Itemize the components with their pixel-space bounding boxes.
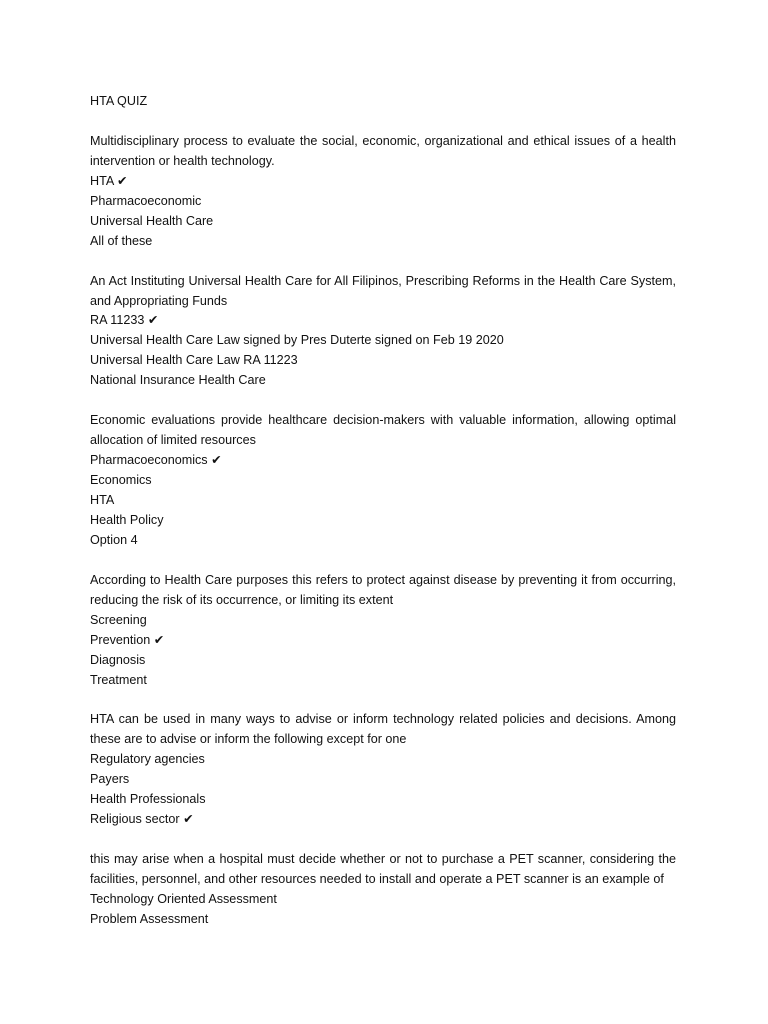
- answer-option: All of these: [90, 233, 153, 248]
- answer-option: Universal Health Care Law signed by Pres Duterte signed on Feb 19 2020: [90, 333, 504, 348]
- answer-option: National Insurance Health Care: [90, 373, 266, 388]
- answer-option: HTA: [90, 493, 115, 508]
- question-block: [90, 571, 676, 691]
- question-text: According to Health Care purposes this refers to protect against disease by preventing it from occurring, reducing the risk of its occurrence, or limiting its extent: [90, 572, 676, 607]
- answer-option: RA 11233 ✔: [90, 313, 159, 328]
- answer-option: HTA ✔: [90, 173, 128, 188]
- question-block: [90, 710, 676, 830]
- answer-option: Universal Health Care Law RA 11223: [90, 353, 298, 368]
- answer-option: Payers: [90, 772, 130, 787]
- answer-option: Economics: [90, 473, 152, 488]
- document-body: [90, 92, 676, 930]
- answer-option: Health Professionals: [90, 792, 206, 807]
- question-text: this may arise when a hospital must decide whether or not to purchase a PET scanner, considering the facilities, personnel, and other resources needed to install and operate a PET scanner is an example of: [90, 852, 676, 887]
- answer-option: Pharmacoeconomic: [90, 193, 202, 208]
- question-block: [90, 132, 676, 252]
- document-title: HTA QUIZ: [90, 94, 148, 108]
- question-block: [90, 411, 676, 551]
- answer-option: Diagnosis: [90, 652, 146, 667]
- question-block: [90, 272, 676, 392]
- answer-option: Health Policy: [90, 512, 164, 527]
- question-text: An Act Instituting Universal Health Care for All Filipinos, Prescribing Reforms in the Health Care System, and Appropriating Funds: [90, 273, 676, 308]
- answer-option: Regulatory agencies: [90, 752, 205, 767]
- answer-option: Religious sector ✔: [90, 812, 194, 827]
- answer-option: Treatment: [90, 672, 147, 687]
- answer-option: Technology Oriented Assessment: [90, 892, 277, 907]
- answer-option: Problem Assessment: [90, 911, 209, 926]
- answer-option: Pharmacoeconomics ✔: [90, 453, 222, 468]
- answer-option: Option 4: [90, 532, 138, 547]
- question-block: [90, 850, 676, 930]
- question-text: Economic evaluations provide healthcare decision-makers with valuable information, allowing optimal allocation of limited resources: [90, 413, 676, 448]
- question-text: Multidisciplinary process to evaluate the social, economic, organizational and ethical issues of a health intervention or health technology.: [90, 133, 676, 168]
- answer-option: Prevention ✔: [90, 632, 165, 647]
- answer-option: Screening: [90, 612, 147, 627]
- question-text: HTA can be used in many ways to advise or inform technology related policies and decisions. Among these are to advise or inform the following except for one: [90, 712, 676, 747]
- answer-option: Universal Health Care: [90, 213, 214, 228]
